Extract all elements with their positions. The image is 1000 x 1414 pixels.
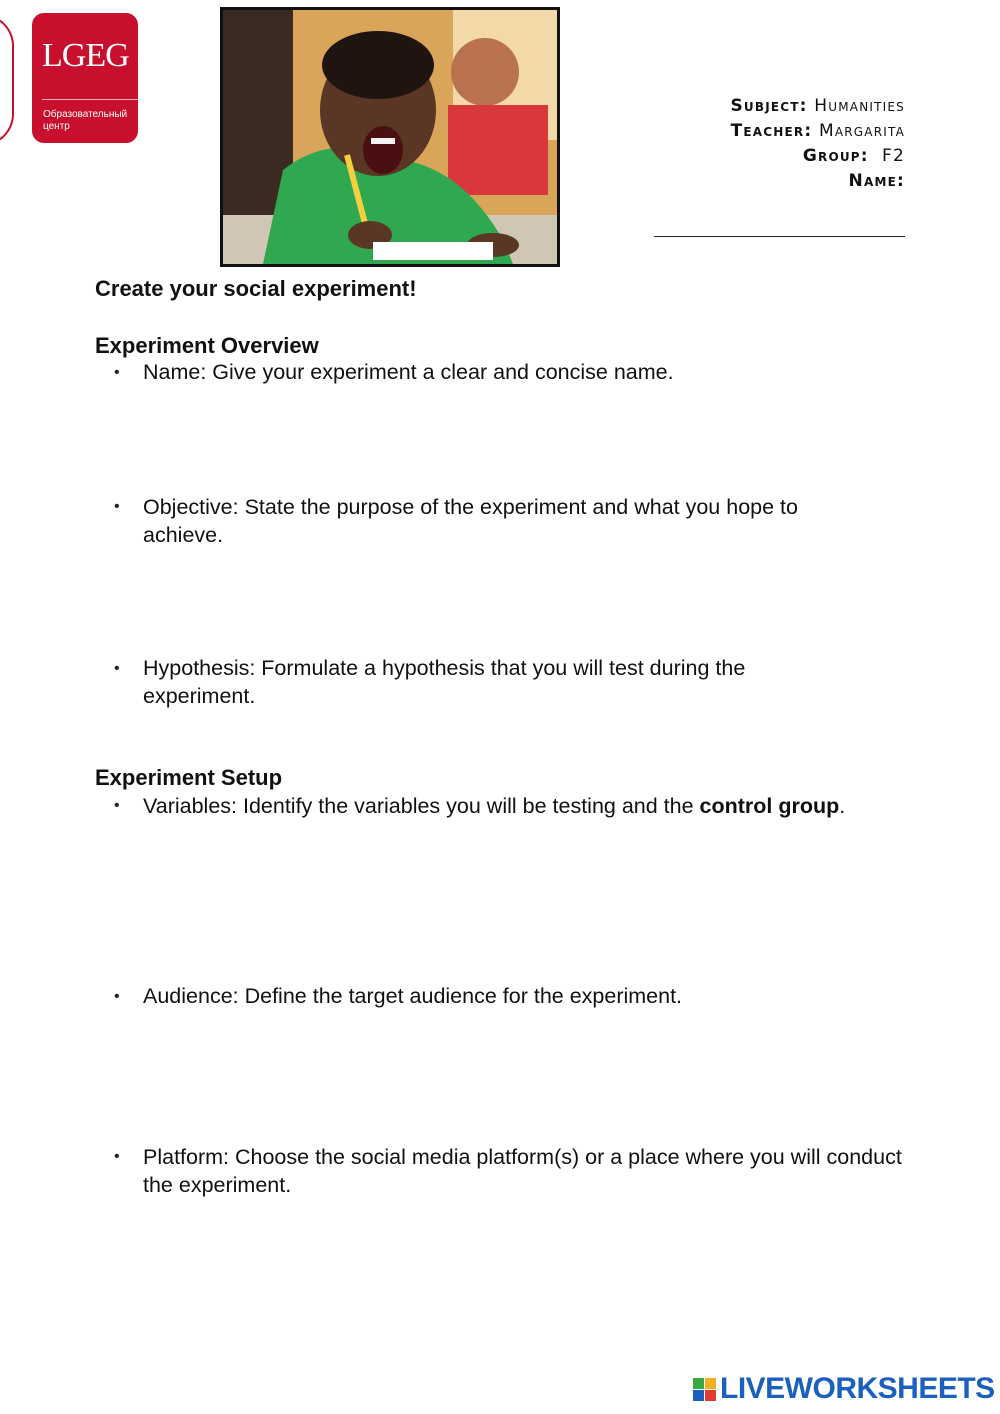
student-photo-illustration <box>223 10 557 264</box>
lgeg-logo <box>32 13 138 143</box>
subject-line <box>730 94 905 119</box>
overview-heading: Experiment Overview <box>95 333 319 358</box>
group-value: F2 <box>882 146 905 166</box>
overview-item-name: Name: Give your experiment a clear and concise name. <box>143 360 674 384</box>
bullet-icon: • <box>114 498 120 515</box>
logo-subtitle-line1: Образовательный <box>43 109 128 120</box>
group-line <box>730 144 905 169</box>
subject-label: Subject: <box>730 96 808 116</box>
bullet-icon: • <box>114 660 120 677</box>
variables-end: . <box>839 794 846 818</box>
bullet-icon: • <box>114 364 120 381</box>
teacher-label: Teacher: <box>730 121 813 141</box>
name-label: Name: <box>848 171 905 191</box>
liveworksheets-blocks-icon <box>693 1378 717 1402</box>
setup-item-variables <box>143 793 863 821</box>
group-label: Group: <box>802 146 869 166</box>
teacher-value: Margarita <box>818 121 905 141</box>
name-answer-line[interactable] <box>654 236 905 237</box>
logo-name: LGEG <box>42 37 129 74</box>
name-line-label <box>730 169 905 194</box>
logo-bracket <box>0 14 14 146</box>
liveworksheets-text: LIVEWORKSHEETS <box>720 1372 995 1405</box>
worksheet-title: Create your social experiment! <box>95 276 417 301</box>
bullet-icon: • <box>114 797 120 814</box>
teacher-line <box>730 119 905 144</box>
variables-text: Variables: Identify the variables you will be testing and the <box>143 794 700 818</box>
setup-heading: Experiment Setup <box>95 765 283 790</box>
logo-subtitle-line2: центр <box>43 121 70 132</box>
setup-item-platform: Platform: Choose the social media platform(s) or a place where you will conduct the experiment. <box>143 1145 902 1197</box>
bullet-icon: • <box>114 988 120 1005</box>
overview-item-hypothesis: Hypothesis: Formulate a hypothesis that you will test during the experiment. <box>143 656 746 708</box>
bullet-icon: • <box>114 1148 120 1165</box>
variables-bold: control group <box>699 794 840 818</box>
logo-subtitle <box>43 109 127 133</box>
setup-item-audience: Audience: Define the target audience for the experiment. <box>143 984 683 1008</box>
subject-value: Humanities <box>814 96 905 116</box>
logo-divider <box>42 99 138 100</box>
header-info <box>730 94 905 194</box>
overview-item-objective: Objective: State the purpose of the experiment and what you hope to achieve. <box>143 495 798 547</box>
student-photo <box>220 7 560 267</box>
